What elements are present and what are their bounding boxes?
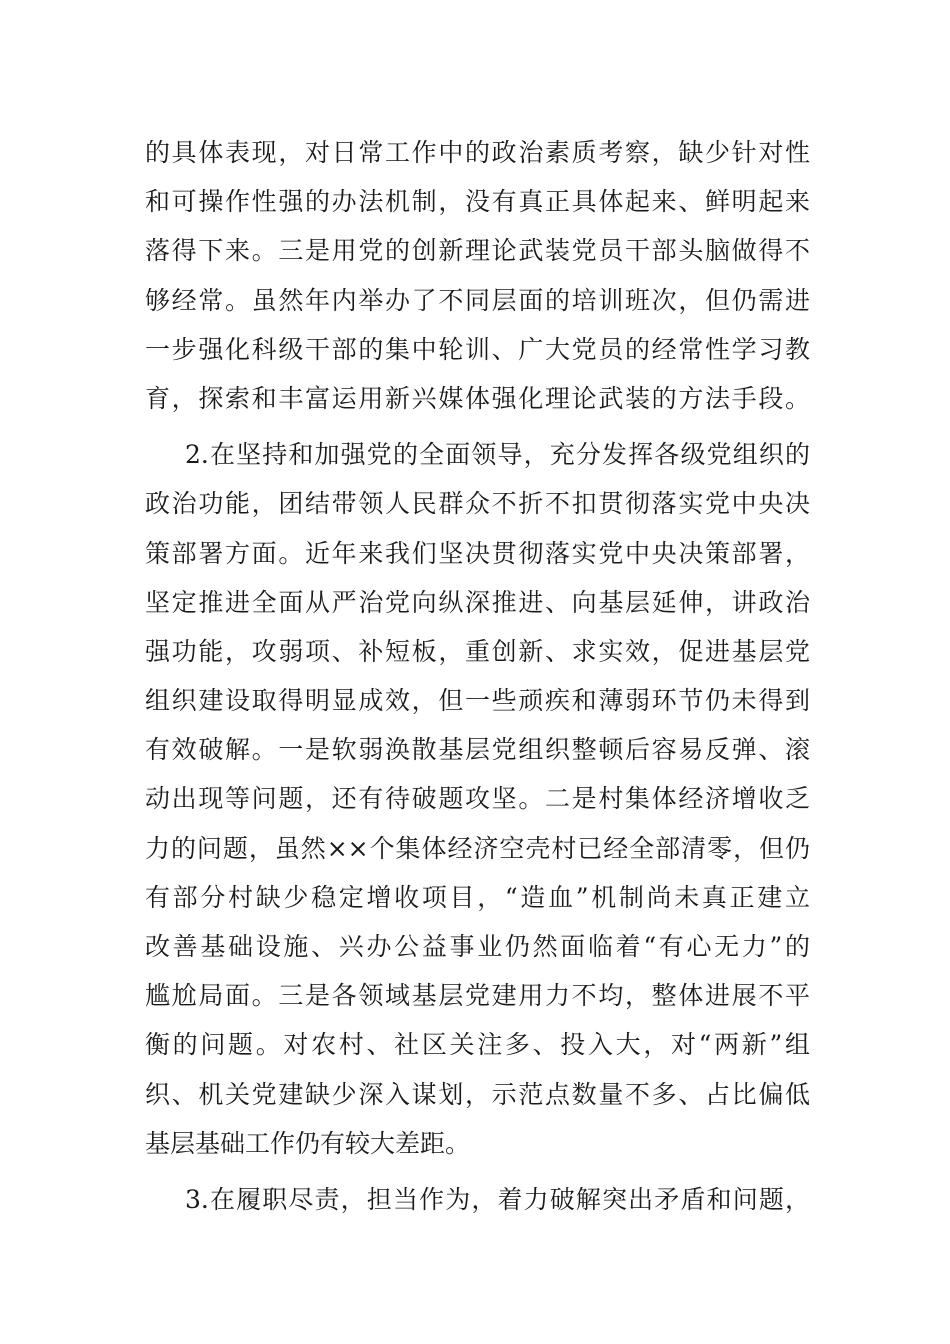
text-line: 的具体表现，对日常工作中的政治素质考察，缺少针对性 — [145, 138, 810, 167]
text-line: 动出现等问题，还有待破题攻坚。二是村集体经济增收乏 — [145, 784, 810, 814]
text-line: 基层基础工作仍有较大差距。 — [145, 1128, 471, 1158]
text-line: 坚定推进全面从严治党向纵深推进、向基层延伸，讲政治 — [145, 587, 810, 617]
text-line: 改善基础设施、兴办公益事业仍然面临着“有心无力”的 — [145, 932, 810, 961]
text-line: 尴尬局面。三是各领域基层党建用力不均，整体进展不平 — [145, 981, 810, 1011]
text-line: 一步强化科级干部的集中轮训、广大党员的经常性学习教 — [145, 334, 810, 364]
text-line: 织、机关党建缺少深入谋划，示范点数量不多、占比偏低 — [145, 1079, 810, 1109]
paragraph-1 — [145, 128, 810, 423]
paragraph-spacer — [145, 423, 810, 430]
text-line: 策部署方面。近年来我们坚决贯彻落实党中央决策部署， — [145, 538, 810, 568]
paragraph-2 — [145, 430, 810, 1168]
text-line: 衡的问题。对农村、社区关注多、投入大，对“两新”组 — [145, 1030, 810, 1060]
text-line: 落得下来。三是用党的创新理论武装党员干部头脑做得不 — [145, 236, 810, 266]
text-line: 育，探索和丰富运用新兴媒体强化理论武装的方法手段。 — [145, 383, 810, 413]
text-line: 政治功能，团结带领人民群众不折不扣贯彻落实党中央决 — [145, 489, 810, 519]
document-body — [145, 128, 810, 1224]
paragraph-3 — [145, 1175, 810, 1224]
paragraph-spacer — [145, 1168, 810, 1175]
text-line: 够经常。虽然年内举办了不同层面的培训班次，但仍需进 — [145, 285, 810, 315]
text-line: 组织建设取得明显成效，但一些顽疾和薄弱环节仍未得到 — [145, 686, 810, 716]
text-line: 强功能，攻弱项、补短板，重创新、求实效，促进基层党 — [145, 636, 810, 666]
text-line: 有部分村缺少稳定增收项目，“造血”机制尚未真正建立 — [145, 882, 810, 912]
text-line: 力的问题，虽然××个集体经济空壳村已经全部清零，但仍 — [145, 833, 810, 863]
text-line: 和可操作性强的办法机制，没有真正具体起来、鲜明起来 — [145, 187, 810, 217]
text-line: 有效破解。一是软弱涣散基层党组织整顿后容易反弹、滚 — [145, 735, 810, 765]
text-line: 3.在履职尽责，担当作为，着力破解突出矛盾和问题， — [185, 1184, 810, 1214]
text-line: 2.在坚持和加强党的全面领导，充分发挥各级党组织的 — [185, 440, 810, 470]
